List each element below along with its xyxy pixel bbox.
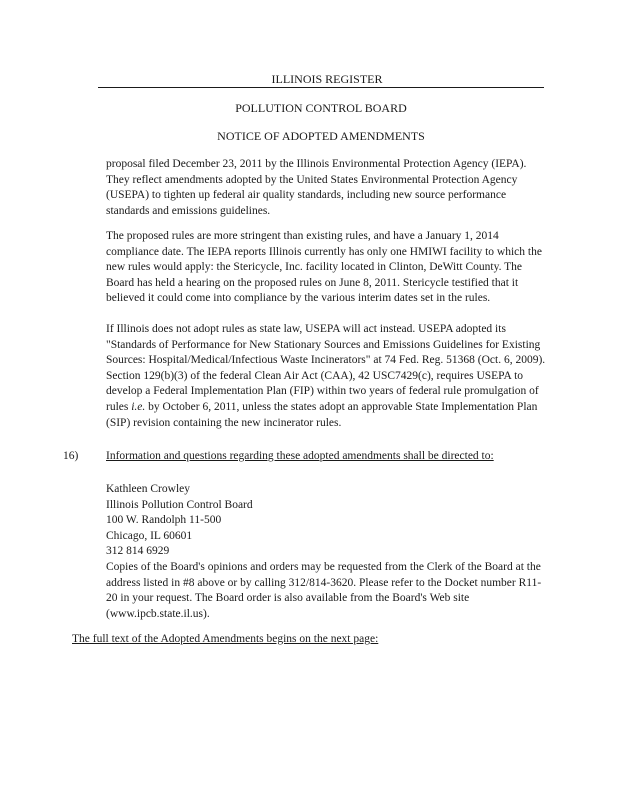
item-number: 16) bbox=[63, 450, 79, 462]
contact-phone: 312 814 6929 bbox=[106, 545, 170, 558]
paragraph-text: The proposed rules are more stringent than existing rules, and have a January 1, 2014 compliance date. The IEPA reports Illinois currently has only one HMIWI facility to which the new rules would apply: the Stericycle, Inc. facility located in Clinton, DeWitt County. The Board has held a hearing on the proposed rules on June 8, 2011. Stericycle testified that it believed it could come into compliance by the various interim dates set in the rules. bbox=[106, 230, 542, 305]
board-title: POLLUTION CONTROL BOARD bbox=[235, 101, 407, 115]
paragraph-proposal bbox=[106, 157, 546, 219]
contact-name: Kathleen Crowley bbox=[106, 483, 190, 495]
italic-ie: i.e. bbox=[131, 400, 146, 413]
contact-street: 100 W. Randolph 11-500 bbox=[106, 514, 222, 527]
item-heading: Information and questions regarding these adopted amendments shall be directed to: bbox=[106, 450, 494, 462]
paragraph-text: Copies of the Board's opinions and orders may be requested from the Clerk of the Board at the address listed in #8 above or by calling 312/814-3620. Please refer to the Docket number R11-20 in your request. The Board order is also available from the Board's Web site (www.ipcb.state.il.us). bbox=[106, 561, 542, 620]
running-header bbox=[98, 72, 544, 88]
paragraph-stringency bbox=[106, 229, 546, 307]
paragraph-text bbox=[106, 322, 546, 431]
paragraph-text: proposal filed December 23, 2011 by the Illinois Environmental Protection Agency (IEPA). They reflect amendments adopted by the United States Environmental Protection Agency (USEPA) to tighten up federal air quality standards, including new source performance standards and emissions guidelines. bbox=[106, 158, 527, 217]
register-title: ILLINOIS REGISTER bbox=[271, 72, 383, 86]
contact-address bbox=[106, 482, 253, 560]
contact-org: Illinois Pollution Control Board bbox=[106, 498, 253, 511]
notice-title: NOTICE OF ADOPTED AMENDMENTS bbox=[217, 129, 425, 143]
full-text-notice: The full text of the Adopted Amendments begins on the next page: bbox=[72, 633, 379, 645]
paragraph-usepa bbox=[106, 322, 546, 431]
paragraph-copies bbox=[106, 560, 546, 622]
contact-city: Chicago, IL 60601 bbox=[106, 529, 193, 542]
paragraph-text-part: by October 6, 2011, unless the states adopt an approvable State Implementation Plan (SIP) revision containing the new incinerator rules. bbox=[106, 400, 538, 429]
paragraph-text-part: If Illinois does not adopt rules as state law, USEPA will act instead. USEPA adopted its "Standards of Performance for New Stationary Sources and Emissions Guidelines for Existing Sources: Hospital/Medical/Infectious Waste Incinerators" at 74 Fed. Reg. 51368 (Oct. 6, 2009). Section 129(b)(3) of the federal Clean Air Act (CAA), 42 USC7429(c), requires USEPA to develop a Federal Implementation Plan (FIP) within two years of federal rule promulgation of rules bbox=[106, 323, 546, 413]
